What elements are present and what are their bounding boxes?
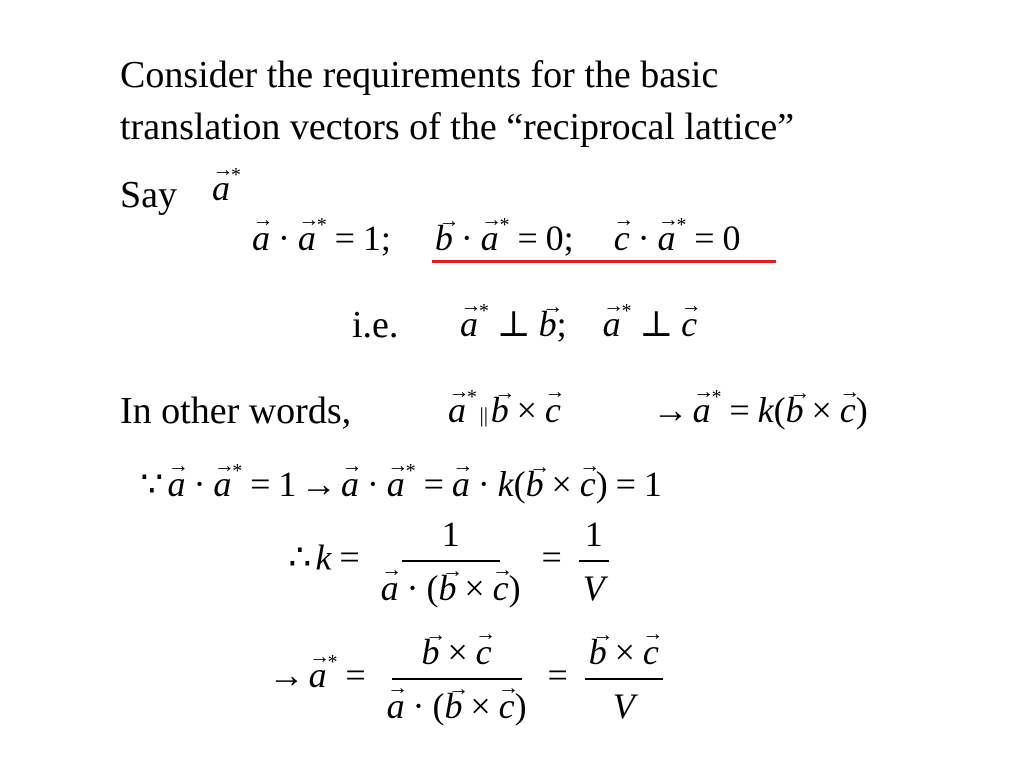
fraction-k: 1 → a · (→ b ×→ c) [377, 516, 525, 606]
equation-result: →→ a* = → b ×→ c → a · (→ b ×→ c) = → $\frac{b \times\to c}{V}$ [264, 634, 663, 724]
intro-line-1: Consider the requirements for the basic [120, 54, 719, 96]
equation-conditions: → a ·→ a* = 1; → b ·→ a* = 0; → c ·→ a* = 0 [252, 220, 741, 256]
ie-label: i.e. [352, 304, 399, 346]
equation-perpendicular: → a* ⊥→ b; → a* ⊥→ c [460, 306, 697, 342]
say-label: Say [120, 174, 177, 216]
intro-line-2: translation vectors of the “reciprocal lattice” [120, 106, 795, 148]
fraction-result-v: → $\frac{b \times\to c}{V}$ [585, 634, 663, 724]
fraction-one-over-v: $\frac{1}{V}$ [579, 516, 609, 606]
equation-because: ∵→ a ·→ a* = 1 →→ a ·→ a* =→ a · k(→ b ×→ c) = 1 [136, 466, 662, 502]
a-star-symbol: → a* [212, 170, 241, 206]
fraction-result: → b ×→ c → a · (→ b ×→ c) [383, 634, 531, 724]
equation-proportional: →→ a* = k(→ b ×→ c) [648, 392, 868, 428]
red-underline [432, 260, 776, 263]
other-words-label: In other words, [120, 390, 352, 432]
equation-therefore-k: ∴ k = 1 → a · (→ b ×→ c) = $\frac{1}{V}$ [284, 516, 609, 606]
equation-parallel: → a*||→ b ×→ c [448, 392, 561, 428]
